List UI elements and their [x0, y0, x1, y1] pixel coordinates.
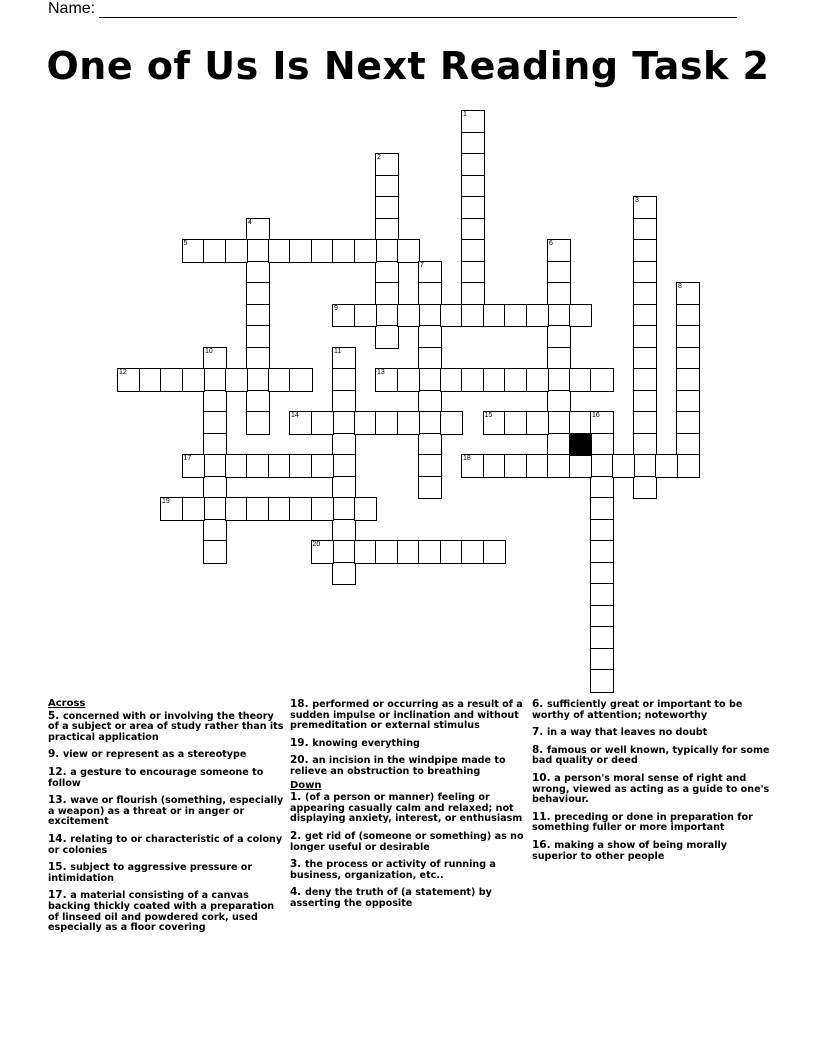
- crossword-cell[interactable]: [547, 454, 571, 478]
- crossword-cell[interactable]: [268, 454, 292, 478]
- clue-item: [48, 767, 286, 789]
- crossword-cell[interactable]: [633, 325, 657, 349]
- crossword-cell[interactable]: [311, 540, 335, 564]
- crossword-cell[interactable]: [633, 476, 657, 500]
- clue-number-label: 15.: [48, 861, 71, 874]
- crossword-cell[interactable]: [418, 304, 442, 328]
- clue-text: relating to or characteristic of a colony or colonies: [48, 833, 283, 856]
- clue-number: 19: [162, 498, 170, 505]
- crossword-cell[interactable]: [225, 239, 249, 263]
- crossword-cell[interactable]: [590, 562, 614, 586]
- clue-item: [532, 727, 770, 739]
- clue-number-label: 20.: [290, 754, 313, 767]
- clue-number-label: 9.: [48, 748, 63, 761]
- crossword-cell[interactable]: [375, 540, 399, 564]
- crossword-cell[interactable]: [547, 347, 571, 371]
- crossword-cell[interactable]: [547, 390, 571, 414]
- crossword-cell[interactable]: [418, 261, 442, 285]
- crossword-cell[interactable]: [440, 304, 464, 328]
- crossword-cell[interactable]: [397, 304, 421, 328]
- crossword-cell[interactable]: [461, 261, 485, 285]
- crossword-cell[interactable]: [569, 304, 593, 328]
- clue-item: [48, 749, 286, 761]
- crossword-cell[interactable]: [633, 347, 657, 371]
- crossword-cell[interactable]: [397, 540, 421, 564]
- crossword-cell[interactable]: [504, 368, 528, 392]
- crossword-cell[interactable]: [676, 433, 700, 457]
- name-label: Name:: [48, 0, 96, 17]
- crossword-cell[interactable]: [160, 497, 184, 521]
- crossword-cell[interactable]: [203, 411, 227, 435]
- crossword-cell[interactable]: [590, 669, 614, 693]
- clue-text: a material consisting of a canvas backing thickly coated with a preparation of linseed oil and powdered cork, used especially as a floor covering: [48, 890, 275, 934]
- crossword-cell[interactable]: [418, 433, 442, 457]
- clue-number: 18: [463, 455, 471, 462]
- clue-number-label: 7.: [532, 726, 547, 739]
- crossword-cell[interactable]: [612, 454, 636, 478]
- crossword-cell[interactable]: [633, 282, 657, 306]
- crossword-cell[interactable]: [246, 304, 270, 328]
- crossword-cell[interactable]: [375, 175, 399, 199]
- crossword-cell[interactable]: [203, 454, 227, 478]
- crossword-cell[interactable]: [676, 390, 700, 414]
- crossword-cell[interactable]: [354, 239, 378, 263]
- clue-number-label: 12.: [48, 765, 71, 778]
- crossword-cell[interactable]: [526, 411, 550, 435]
- crossword-cell[interactable]: [182, 368, 206, 392]
- crossword-cell[interactable]: [375, 304, 399, 328]
- crossword-cell[interactable]: [203, 476, 227, 500]
- crossword-cell[interactable]: [203, 497, 227, 521]
- crossword-cell[interactable]: [397, 411, 421, 435]
- crossword-cell[interactable]: [633, 433, 657, 457]
- crossword-cell[interactable]: [418, 347, 442, 371]
- crossword-cell[interactable]: [375, 196, 399, 220]
- crossword-cell[interactable]: [375, 239, 399, 263]
- crossword-cell[interactable]: [461, 304, 485, 328]
- clue-text: sufficiently great or important to be worthy of attention; noteworthy: [532, 699, 743, 721]
- crossword-cell[interactable]: [676, 282, 700, 306]
- crossword-cell[interactable]: [203, 347, 227, 371]
- clue-text: wave or flourish (something, especially a weapon) as a threat or in anger or excitement: [48, 795, 284, 828]
- clue-item: [532, 699, 770, 721]
- crossword-cell[interactable]: [418, 282, 442, 306]
- crossword-cell[interactable]: [461, 282, 485, 306]
- clue-number-label: 14.: [48, 832, 71, 845]
- clue-item: [532, 840, 770, 862]
- crossword-cell[interactable]: [246, 368, 270, 392]
- crossword-cell[interactable]: [526, 368, 550, 392]
- across-heading: Across: [48, 698, 86, 709]
- crossword-cell[interactable]: [590, 411, 614, 435]
- clue-number: 5: [183, 240, 188, 247]
- crossword-cell[interactable]: [311, 497, 335, 521]
- clue-item: [532, 812, 770, 834]
- clue-number-label: 5.: [48, 709, 63, 722]
- black-cell: [569, 433, 593, 457]
- crossword-cell[interactable]: [332, 476, 356, 500]
- clue-item: [290, 859, 528, 881]
- crossword-cell[interactable]: [461, 132, 485, 156]
- crossword-cell[interactable]: [375, 261, 399, 285]
- clue-item: [48, 890, 286, 933]
- clue-text: deny the truth of (a statement) by asserting the opposite: [290, 887, 492, 909]
- crossword-cell[interactable]: [461, 368, 485, 392]
- crossword-cell[interactable]: [547, 261, 571, 285]
- crossword-cell[interactable]: [461, 196, 485, 220]
- crossword-cell[interactable]: [569, 368, 593, 392]
- crossword-cell[interactable]: [246, 218, 270, 242]
- crossword-cell[interactable]: [375, 411, 399, 435]
- clue-text: view or represent as a stereotype: [62, 749, 247, 761]
- crossword-cell[interactable]: [676, 325, 700, 349]
- crossword-cell[interactable]: [590, 433, 614, 457]
- crossword-cell[interactable]: [633, 304, 657, 328]
- crossword-cell[interactable]: [590, 476, 614, 500]
- crossword-cell[interactable]: [375, 368, 399, 392]
- clue-number-label: 6.: [532, 698, 547, 710]
- clue-item: [290, 887, 528, 909]
- clue-number: 9: [334, 304, 338, 312]
- clue-text: famous or well known, typically for some bad quality or deed: [532, 744, 770, 767]
- crossword-cell[interactable]: [633, 239, 657, 263]
- crossword-cell[interactable]: [633, 411, 657, 435]
- clue-number: 6: [549, 240, 553, 247]
- crossword-cell[interactable]: [418, 390, 442, 414]
- clue-text: preceding or done in preparation for something fuller or more important: [532, 811, 753, 834]
- crossword-cell[interactable]: [203, 433, 227, 457]
- clue-item: [532, 745, 770, 767]
- crossword-cell[interactable]: [225, 497, 249, 521]
- clue-number: 13: [377, 369, 385, 376]
- crossword-cell[interactable]: [440, 368, 464, 392]
- crossword-cell[interactable]: [461, 153, 485, 177]
- crossword-cell[interactable]: [655, 454, 679, 478]
- clue-number-label: 3.: [290, 858, 305, 871]
- crossword-cell[interactable]: [311, 454, 335, 478]
- crossword-cell[interactable]: [203, 540, 227, 564]
- crossword-cell[interactable]: [590, 454, 614, 478]
- clue-number: 2: [377, 154, 381, 161]
- crossword-cell[interactable]: [246, 347, 270, 371]
- crossword-cell[interactable]: [160, 368, 184, 392]
- crossword-cell[interactable]: [461, 175, 485, 199]
- crossword-cell[interactable]: [375, 218, 399, 242]
- clue-text: in a way that leaves no doubt: [546, 727, 708, 739]
- crossword-cell[interactable]: [633, 261, 657, 285]
- crossword-cell[interactable]: [332, 304, 356, 328]
- crossword-cell[interactable]: [547, 239, 571, 263]
- clue-text: a person's moral sense of right and wrong, viewed as acting as a guide to one's behaviour.: [532, 772, 770, 806]
- clue-item: [290, 755, 528, 777]
- crossword-cell[interactable]: [246, 239, 270, 263]
- crossword-cell[interactable]: [203, 368, 227, 392]
- crossword-cell[interactable]: [633, 196, 657, 220]
- clue-number-label: 1.: [290, 791, 305, 804]
- crossword-cell[interactable]: [182, 454, 206, 478]
- crossword-cell[interactable]: [332, 390, 356, 414]
- clue-item: [290, 699, 528, 732]
- crossword-cell[interactable]: [289, 454, 313, 478]
- crossword-cell[interactable]: [182, 239, 206, 263]
- clues-column-3: [532, 699, 770, 868]
- clue-item: [532, 773, 770, 806]
- clue-item: [48, 795, 286, 828]
- crossword-cell[interactable]: [332, 540, 356, 564]
- crossword-cell[interactable]: [246, 454, 270, 478]
- crossword-cell[interactable]: [418, 368, 442, 392]
- clue-number-label: 10.: [532, 771, 555, 784]
- crossword-cell[interactable]: [332, 368, 356, 392]
- crossword-cell[interactable]: [418, 325, 442, 349]
- clue-number-label: 19.: [290, 736, 313, 749]
- clue-item: [290, 831, 528, 853]
- crossword-cell[interactable]: [547, 304, 571, 328]
- clue-number: 11: [334, 347, 342, 355]
- clue-text: get rid of (someone or something) as no longer useful or desirable: [290, 830, 524, 853]
- crossword-cell[interactable]: [590, 648, 614, 672]
- clue-text: (of a person or manner) feeling or appearing casually calm and relaxed; not displaying anxiety, interest, or enthusiasm: [290, 792, 523, 825]
- crossword-cell[interactable]: [332, 239, 356, 263]
- crossword-cell[interactable]: [375, 325, 399, 349]
- clue-number: 1: [463, 111, 467, 118]
- crossword-cell[interactable]: [633, 390, 657, 414]
- crossword-cell[interactable]: [246, 261, 270, 285]
- crossword-cell[interactable]: [633, 218, 657, 242]
- clue-number: 16: [592, 412, 600, 419]
- crossword-cell[interactable]: [268, 497, 292, 521]
- crossword-cell[interactable]: [590, 519, 614, 543]
- clue-number-label: 16.: [532, 838, 555, 851]
- crossword-cell[interactable]: [397, 368, 421, 392]
- clue-number: 7: [420, 261, 424, 269]
- crossword-cell[interactable]: [504, 304, 528, 328]
- clue-text: performed or occurring as a result of a sudden impulse or inclination and without premeditation or external stimulus: [290, 699, 523, 732]
- crossword-cell[interactable]: [590, 368, 614, 392]
- crossword-cell[interactable]: [268, 239, 292, 263]
- crossword-cell[interactable]: [461, 454, 485, 478]
- crossword-cell[interactable]: [633, 454, 657, 478]
- clue-text: an incision in the windpipe made to relieve an obstruction to breathing: [290, 755, 506, 777]
- crossword-cell[interactable]: [246, 411, 270, 435]
- crossword-cell[interactable]: [483, 411, 507, 435]
- crossword-cell[interactable]: [461, 540, 485, 564]
- clue-text: a gesture to encourage someone to follow: [48, 766, 264, 789]
- clue-item: [48, 862, 286, 884]
- crossword-cell[interactable]: [354, 304, 378, 328]
- crossword-cell[interactable]: [375, 282, 399, 306]
- clue-number: 4: [248, 218, 252, 226]
- crossword-cell[interactable]: [375, 153, 399, 177]
- crossword-cell[interactable]: [418, 540, 442, 564]
- crossword-cell[interactable]: [203, 390, 227, 414]
- crossword-cell[interactable]: [483, 304, 507, 328]
- crossword-cell[interactable]: [676, 347, 700, 371]
- crossword-cell[interactable]: [332, 433, 356, 457]
- crossword-cell[interactable]: [289, 497, 313, 521]
- crossword-cell[interactable]: [139, 368, 163, 392]
- crossword-cell[interactable]: [483, 540, 507, 564]
- crossword-cell[interactable]: [332, 497, 356, 521]
- clue-text: the process or activity of running a business, organization, etc..: [290, 859, 496, 881]
- crossword-cell[interactable]: [225, 454, 249, 478]
- crossword-cell[interactable]: [289, 239, 313, 263]
- clue-text: subject to aggressive pressure or intimidation: [48, 862, 253, 884]
- crossword-cell[interactable]: [547, 411, 571, 435]
- clues-column-2: [290, 699, 528, 916]
- crossword-cell[interactable]: [332, 562, 356, 586]
- clue-number-label: 18.: [290, 698, 313, 710]
- clue-text: knowing everything: [312, 737, 420, 749]
- crossword-cell[interactable]: [246, 390, 270, 414]
- clue-item: [290, 792, 528, 825]
- clues-column-1: [48, 699, 286, 940]
- crossword-cell[interactable]: [676, 304, 700, 328]
- down-heading: Down: [290, 779, 322, 791]
- crossword-cell[interactable]: [418, 411, 442, 435]
- clue-number-label: 17.: [48, 889, 71, 902]
- clue-text: making a show of being morally superior to other people: [532, 839, 728, 862]
- clue-number-label: 11.: [532, 810, 555, 823]
- crossword-cell[interactable]: [676, 368, 700, 392]
- crossword-cell[interactable]: [547, 368, 571, 392]
- clue-number-label: 2.: [290, 829, 305, 842]
- crossword-cell[interactable]: [547, 282, 571, 306]
- crossword-cell[interactable]: [203, 519, 227, 543]
- crossword-cell[interactable]: [289, 368, 313, 392]
- crossword-cell[interactable]: [547, 325, 571, 349]
- clue-number: 20: [312, 541, 321, 548]
- clue-number: 14: [291, 412, 299, 419]
- crossword-cell[interactable]: [461, 218, 485, 242]
- crossword-cell[interactable]: [676, 454, 700, 478]
- clue-number: 3: [635, 197, 639, 204]
- crossword-cell[interactable]: [418, 454, 442, 478]
- crossword-cell[interactable]: [354, 411, 378, 435]
- crossword-cell[interactable]: [676, 411, 700, 435]
- crossword-cell[interactable]: [311, 239, 335, 263]
- crossword-cell[interactable]: [246, 497, 270, 521]
- crossword-cell[interactable]: [483, 368, 507, 392]
- crossword-cell[interactable]: [397, 239, 421, 263]
- crossword-cell[interactable]: [203, 239, 227, 263]
- crossword-cell[interactable]: [354, 497, 378, 521]
- crossword-cell[interactable]: [547, 433, 571, 457]
- crossword-cell[interactable]: [483, 454, 507, 478]
- crossword-cell[interactable]: [246, 325, 270, 349]
- crossword-cell[interactable]: [332, 454, 356, 478]
- crossword-cell[interactable]: [590, 540, 614, 564]
- clue-item: [48, 711, 286, 744]
- crossword-cell[interactable]: [633, 368, 657, 392]
- clue-number: 15: [484, 412, 493, 419]
- crossword-cell[interactable]: [526, 454, 550, 478]
- clue-text: concerned with or involving the theory of a subject or area of study rather than its practical application: [48, 710, 284, 743]
- crossword-cell[interactable]: [246, 282, 270, 306]
- crossword-cell[interactable]: [354, 540, 378, 564]
- crossword-cell[interactable]: [526, 304, 550, 328]
- clue-number-label: 13.: [48, 794, 71, 807]
- crossword-cell[interactable]: [182, 497, 206, 521]
- crossword-cell[interactable]: [569, 411, 593, 435]
- crossword-cell[interactable]: [418, 476, 442, 500]
- crossword-cell[interactable]: [504, 411, 528, 435]
- crossword-cell[interactable]: [504, 454, 528, 478]
- clue-number: 8: [678, 283, 682, 290]
- crossword-cell[interactable]: [590, 583, 614, 607]
- crossword-cell[interactable]: [289, 411, 313, 435]
- clue-number-label: 4.: [290, 886, 305, 899]
- crossword-cell[interactable]: [311, 411, 335, 435]
- page-title: One of Us Is Next Reading Task 2: [46, 44, 770, 88]
- crossword-cell[interactable]: [461, 110, 485, 134]
- crossword-cell[interactable]: [225, 368, 249, 392]
- crossword-cell[interactable]: [332, 411, 356, 435]
- crossword-cell[interactable]: [461, 239, 485, 263]
- crossword-cell[interactable]: [590, 605, 614, 629]
- clue-number: 10: [205, 347, 213, 355]
- crossword-cell[interactable]: [117, 368, 141, 392]
- crossword-cell[interactable]: [332, 519, 356, 543]
- crossword-cell[interactable]: [590, 497, 614, 521]
- crossword-cell[interactable]: [590, 626, 614, 650]
- crossword-cell[interactable]: [440, 540, 464, 564]
- clue-number: 12: [119, 369, 127, 376]
- clue-number: 17: [183, 455, 192, 462]
- crossword-cell[interactable]: [268, 368, 292, 392]
- crossword-cell[interactable]: [569, 454, 593, 478]
- clue-item: [48, 834, 286, 856]
- clue-item: [290, 738, 528, 750]
- clue-number-label: 8.: [532, 743, 547, 756]
- crossword-cell[interactable]: [440, 411, 464, 435]
- crossword-cell[interactable]: [332, 347, 356, 371]
